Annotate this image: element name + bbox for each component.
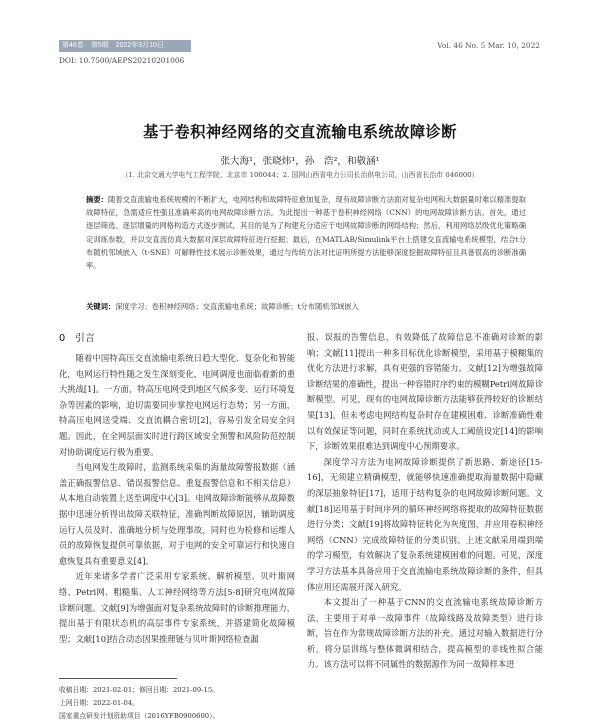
paper-title: 基于卷积神经网络的交直流输电系统故障诊断	[143, 123, 457, 141]
footnote-online: 上网日期：2022-01-04。	[59, 699, 139, 707]
paragraph: 随着中国特高压交直流输电系统日趋大型化、复杂化和智能化，电网运行特性随之发生深刻变化，电网调度也面临着新的重大挑战[1]。一方面，特高压电网受到地区气候多变、运行环境复杂等因素的影响，迫切需要同步掌控电网运行态势；另一方面，特高压电网送受端、交直流耦合密切[2]，容易引发全局安全问题。因此，在全网层面实时进行跨区域安全预警和风险防范控制对协助调度运行极为重要。	[59, 353, 295, 457]
keywords	[86, 301, 526, 313]
paragraph: 本文提出了一种基于CNN的交直流输电系统故障诊断方法，主要用于对单一故障事件（故障线路及故障类型）进行诊断，旨在作为常规故障诊断方法的补充。通过对输入数据进行分析，将分层训练与整体微调相结合，提高模型的非线性拟合能力。该方法可以将不同属性的数据源作为同一故障样本进	[307, 597, 543, 670]
doi: DOI: 10.7500/AEPS20210201006	[59, 56, 185, 65]
paragraph: 深度学习方法为电网故障诊断提供了新思路、新途径[15-16]，无须建立精确模型，就能够快速准确提取海量数据中隐藏的深层抽象特征[17]，适用于结构复杂的电网故障诊断问题。文献[18]运用基于时间序列的循环神经网络将提取的故障特征数据进行分类；文献[19]将故障特征转化为灰度图，并应用卷积神经网络（CNN）完成故障特征的分类识别。上述文献采用端到端的学习模型，有效解决了复杂系统建模困难的问题。可见，深度学习方法基本具备应用于交直流输电系统故障诊断的条件，但具体应用还需展开深入研究。	[307, 456, 543, 592]
abstract	[86, 193, 526, 272]
left-column	[59, 351, 295, 647]
abstract-text: 随着交直流输电系统规模的不断扩大，电网结构和故障特征愈加复杂，现有故障诊断方法面对复杂电网和大数据量时难以精准提取故障特征，急需适应性强且准确率高的电网故障诊断方法。为此提出一种基于卷积神经网络（CNN）的电网故障诊断方法。首先，通过逐层筛选、逐层增量的网格构造方式逐步测试，其目的是为了构建充分适应于电网故障诊断的网络结构；然后，利用网络层级优化策略确定训练参数，并以交直流仿真大数据对深层故障特征进行挖掘；最后，在MATLAB/Simulink平台上搭建交直流输电系统模型，结合t分布随机邻域嵌入（t-SNE）可解释性技术展示诊断效果，通过与传统方法对比证明所提方法能够深度挖掘故障特征且具备很高的诊断准确率。	[86, 195, 527, 271]
paragraph: 报、误报的告警信息，有效降低了故障信息不准确对诊断的影响；文献[11]提出一种多目标优化诊断模型，采用基于模糊集的优化方法进行求解，具有更强的容错能力。文献[12]为增强故障诊断结果的准确性，提出一种容错时序约束的模糊Petri网故障诊断模型。可见，现有的电网故障诊断方法能够获得较好的诊断结果[13]，但未考虑电网结构复杂时存在建模困难、诊断准确性难以有效保证等问题，同时在系统扰动或人工阈值设定[14]的影响下，诊断效果很难达到调度中心预期要求。	[307, 332, 543, 452]
footnote-received: 收稿日期：2021-02-01；修回日期：2021-09-15。	[59, 686, 219, 694]
paragraph: 当电网发生故障时，监测系统采集的海量故障警报数据（涵盖正确报警信息、错误报警信息、重复报警信息和不相关信息）从本地自动装置上送至调度中心[3]。电网故障诊断能够从故障数据中迅速分析得出故障关联特征，准确判断故障原因，辅助调度运行人员及时、准确地分析与处理事故，同时也为检修和运维人员的故障恢复提供可靠依据，对于电网的安全可靠运行和快速自愈恢复具有重要意义[4]。	[59, 462, 295, 566]
abstract-label: 摘要：	[86, 195, 109, 204]
issue-info: 第46卷 第5期 2022年3月10日	[62, 42, 164, 49]
issue-info-english: Vol. 46 No. 5 Mar. 10, 2022	[437, 41, 540, 50]
footnote-fund: 国家重点研发计划资助项目（2016YFB0900600）。	[59, 712, 220, 720]
keywords-label: 关键词：	[86, 302, 116, 311]
affiliation: （1. 北京交通大学电气工程学院，北京市 100044；2. 国网山西省电力公司长治供电公司，山西省长治市 046000）	[121, 171, 479, 179]
author-list: 张大海¹，张晓炜¹，孙 浩²，和敬涵¹	[220, 156, 380, 167]
paragraph: 近年来诸多学者广泛采用专家系统、解析模型、贝叶斯网络、Petri网、粗糙集、人工神经网络等方法[5-8]研究电网故障诊断问题。文献[9]为增强面对复杂系统故障时的诊断推理能力，提出基于有限状态机的高层事件专家系统，并搭建简化故障模型；文献[10]结合动态因果推理链与贝叶斯网络检查漏	[59, 571, 295, 644]
keywords-text: 深度学习；卷积神经网络；交直流输电系统；故障诊断；t分布随机邻域嵌入	[115, 302, 359, 311]
right-column	[307, 330, 543, 673]
section-heading: 0 引言	[59, 333, 95, 344]
footnote-divider	[59, 678, 177, 679]
